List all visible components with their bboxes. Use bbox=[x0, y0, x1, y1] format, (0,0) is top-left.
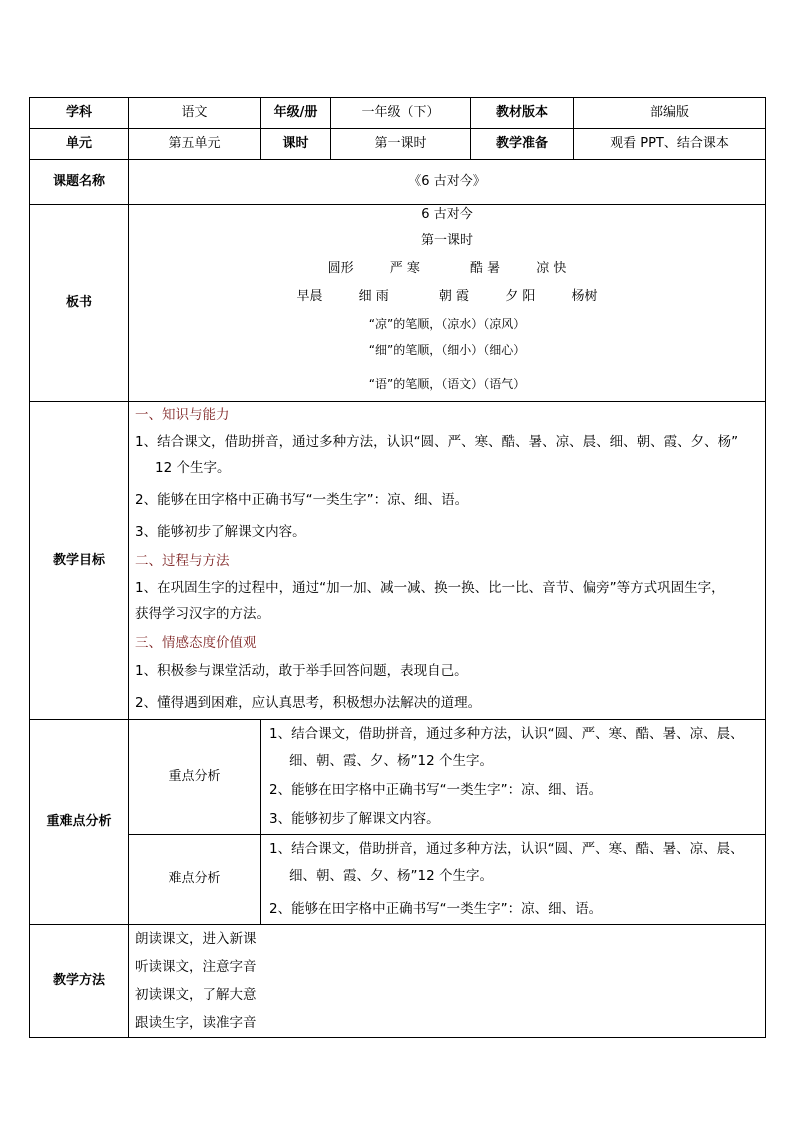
board-word: 朝 霞 bbox=[438, 289, 470, 304]
difficult-point-item: 2、能够在田字格中正确书写“一类生字”：凉、细、语。 bbox=[269, 900, 603, 917]
period-label: 课时 bbox=[261, 129, 331, 160]
goal-text: 1、在巩固生字的过程中，通过“加一加、减一减、换一换、比一比、音节、偏旁”等方式巩固生字， bbox=[135, 580, 725, 597]
header-row-1 bbox=[30, 98, 766, 129]
methods-label: 教学方法 bbox=[30, 924, 129, 1037]
goal-text: 1、结合课文，借助拼音，通过多种方法，认识“圆、严、寒、酷、暑、凉、晨、细、朝、霞、夕、杨” bbox=[135, 434, 739, 451]
method-item: 初读课文，了解大意 bbox=[135, 986, 257, 1003]
unit-value: 第五单元 bbox=[129, 129, 261, 160]
goal-item: 1、积极参与课堂活动，敢于举手回答问题，表现自己。 bbox=[135, 662, 468, 679]
board-word: 圆形 bbox=[327, 261, 354, 276]
key-point-item: 3、能够初步了解课文内容。 bbox=[269, 810, 440, 827]
topic-row bbox=[30, 160, 766, 205]
key-point-text: 1、结合课文，借助拼音，通过多种方法，认识“圆、严、寒、酷、暑、凉、晨、 bbox=[269, 725, 744, 742]
period-value: 第一课时 bbox=[331, 129, 471, 160]
lesson-plan-table bbox=[29, 97, 766, 1038]
goals-section-knowledge: 一、知识与能力 bbox=[135, 407, 230, 423]
board-label: 板书 bbox=[30, 205, 129, 402]
prep-label: 教学准备 bbox=[471, 129, 574, 160]
header-row-2 bbox=[30, 129, 766, 160]
difficult-points-label: 难点分析 bbox=[129, 834, 261, 924]
board-content bbox=[129, 205, 766, 402]
topic-label: 课题名称 bbox=[30, 160, 129, 205]
board-stroke-line: “语”的笔顺，（语文）（语气） bbox=[368, 377, 526, 391]
board-word: 凉 快 bbox=[536, 261, 567, 276]
key-point-text: 细、朝、霞、夕、杨”12 个生字。 bbox=[289, 752, 493, 769]
board-word: 夕 阳 bbox=[505, 289, 536, 304]
board-title: 6 古对今 bbox=[421, 207, 473, 222]
method-item: 朗读课文，进入新课 bbox=[135, 930, 257, 947]
goal-item bbox=[129, 426, 765, 484]
difficult-points-row bbox=[30, 834, 766, 924]
goals-label: 教学目标 bbox=[30, 402, 129, 720]
goals-content bbox=[129, 402, 766, 720]
key-point-item: 2、能够在田字格中正确书写“一类生字”：凉、细、语。 bbox=[269, 781, 603, 798]
board-row1 bbox=[129, 255, 765, 283]
board-row2 bbox=[129, 283, 765, 311]
grade-label: 年级/册 bbox=[261, 98, 331, 129]
subject-label: 学科 bbox=[30, 98, 129, 129]
edition-label: 教材版本 bbox=[471, 98, 574, 129]
goal-item: 3、能够初步了解课文内容。 bbox=[135, 524, 306, 541]
goal-item: 2、懂得遇到困难，应认真思考，积极想办法解决的道理。 bbox=[135, 694, 482, 711]
unit-label: 单元 bbox=[30, 129, 129, 160]
method-item: 听读课文，注意字音 bbox=[135, 958, 257, 975]
board-word: 早晨 bbox=[296, 289, 323, 304]
board-word: 酷 暑 bbox=[470, 261, 501, 276]
grade-value: 一年级（下） bbox=[331, 98, 471, 129]
goals-row bbox=[30, 402, 766, 720]
board-stroke-line: “细”的笔顺，（细小）（细心） bbox=[368, 343, 526, 357]
goal-text: 获得学习汉字的方法。 bbox=[135, 606, 270, 623]
prep-value: 观看 PPT、结合课本 bbox=[574, 129, 766, 160]
topic-value: 《6 古对今》 bbox=[129, 160, 766, 205]
difficult-points-content bbox=[261, 834, 766, 924]
goals-section-process: 二、过程与方法 bbox=[135, 553, 230, 570]
method-item: 跟读生字，读准字音 bbox=[135, 1014, 257, 1031]
goal-item bbox=[129, 572, 765, 630]
goals-section-attitude: 三、情感态度价值观 bbox=[135, 635, 257, 652]
methods-row bbox=[30, 924, 766, 1037]
goal-text: 12 个生字。 bbox=[155, 460, 231, 477]
difficult-point-item bbox=[261, 835, 765, 891]
board-period: 第一课时 bbox=[420, 233, 473, 248]
board-row bbox=[30, 205, 766, 402]
methods-content bbox=[129, 924, 766, 1037]
analysis-label: 重难点分析 bbox=[30, 719, 129, 924]
subject-value: 语文 bbox=[129, 98, 261, 129]
board-word: 杨树 bbox=[571, 289, 598, 304]
key-points-label: 重点分析 bbox=[129, 719, 261, 834]
key-points-content bbox=[261, 719, 766, 834]
edition-value: 部编版 bbox=[574, 98, 766, 129]
goal-item: 2、能够在田字格中正确书写“一类生字”：凉、细、语。 bbox=[135, 492, 469, 509]
board-stroke-line: “凉”的笔顺，（凉水）（凉风） bbox=[368, 317, 526, 331]
difficult-point-text: 1、结合课文，借助拼音，通过多种方法，认识“圆、严、寒、酷、暑、凉、晨、 bbox=[269, 840, 744, 857]
board-word: 细 雨 bbox=[358, 289, 389, 304]
key-points-row bbox=[30, 719, 766, 834]
board-word: 严 寒 bbox=[389, 261, 420, 276]
key-point-item bbox=[261, 720, 765, 776]
difficult-point-text: 细、朝、霞、夕、杨”12 个生字。 bbox=[289, 867, 493, 884]
